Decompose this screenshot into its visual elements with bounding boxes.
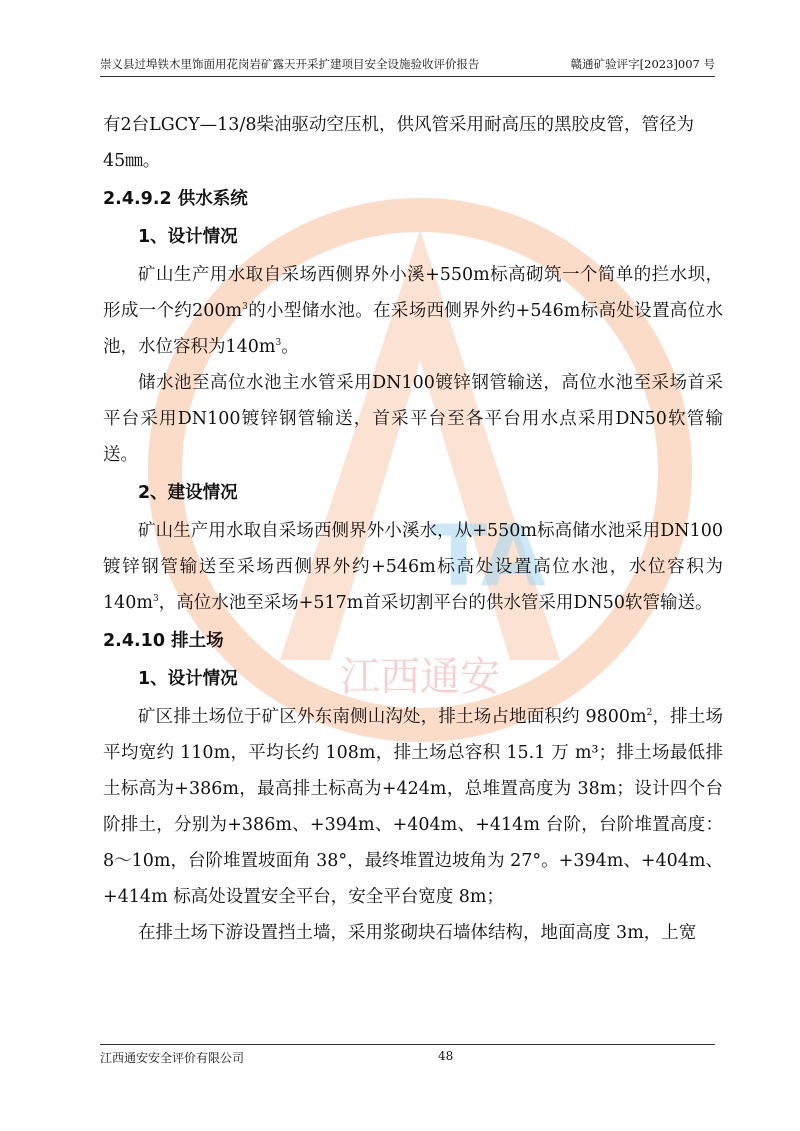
header-title: 崇义县过埠铁木里饰面用花岗岩矿露天开采扩建项目安全设施验收评价报告 — [100, 57, 480, 71]
heading-dump-site: 2.4.10 排土场 — [103, 631, 224, 651]
page-number: 48 — [438, 1049, 454, 1063]
paragraph-compressor: 有2台LGCY—13/8柴油驱动空压机，供风管采用耐高压的黑胶皮管，管径为 45㎜。 — [103, 115, 694, 171]
paragraph-dump-site: 矿区排土场位于矿区外东南侧山沟处，排土场占地面积约 $9800m^2$，排土场平均宽约 110m，平均长约 108m，排土场总容积 15.1 万 m³；排土场最低排土标高为+386m，最高排土标高为+424m，总堆置高度为 38m；设计四个台阶排土，分别为+386m、+394m、+404m、+414m 台阶，台阶堆置高度：8～10m，台阶堆置坡面角 38°，最终堆置边坡角为 27°。+394m、+404m、+414m 标高处设置安全平台，安全平台宽度 8m； — [103, 707, 724, 907]
heading-water-system: 2.4.9.2 供水系统 — [103, 189, 248, 209]
paragraph-retaining-wall: 在排土场下游设置挡土墙，采用浆砌块石墙体结构，地面高度 3m，上宽 — [138, 923, 697, 943]
heading-design-water: 1、设计情况 — [138, 227, 238, 247]
paragraph-pipes: 储水池至高位水池主水管采用DN100镀锌钢管输送，高位水池至采场首采平台采用DN100镀锌钢管输送，首采平台至各平台用水点采用DN50软管输送。 — [103, 373, 723, 465]
footer-company: 江西通安安全评价有限公司 — [100, 1051, 245, 1065]
paragraph-water-source: 矿山生产用水取自采场西侧界外小溪+550m标高砌筑一个简单的拦水坝，形成一个约$200m^3$的小型储水池。在采场西侧界外约+546m标高处设置高位水池，水位容积为$140m^3$。 — [103, 265, 723, 357]
heading-construction: 2、建设情况 — [138, 483, 238, 503]
header-report-number: 赣通矿验评字[2023]007 号 — [570, 57, 715, 71]
heading-design-dump: 1、设计情况 — [138, 669, 238, 689]
watermark-letters: TA — [430, 507, 546, 605]
page-header — [100, 56, 715, 77]
page-footer — [100, 1044, 715, 1066]
paragraph-construction: 矿山生产用水取自采场西侧界外小溪水，从+550m标高储水池采用DN100镀锌钢管输送至采场西侧界外约+546m标高处设置高位水池，水位容积为$140m^3$，高位水池至采场+517m首采切割平台的供水管采用DN50软管输送。 — [103, 521, 723, 613]
watermark-stamp: 江西通安 — [340, 654, 500, 700]
report-body — [103, 107, 723, 951]
